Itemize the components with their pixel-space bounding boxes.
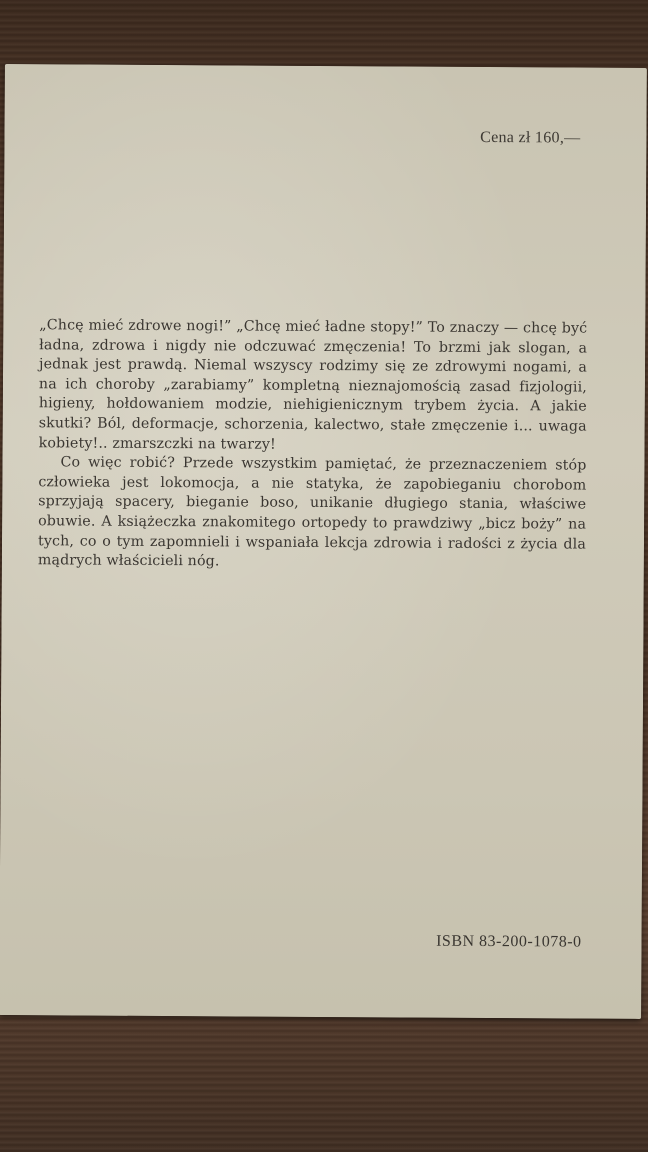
book-back-cover bbox=[0, 64, 647, 1019]
blurb-text bbox=[38, 316, 588, 574]
isbn-label: ISBN 83-200-1078-0 bbox=[436, 932, 582, 951]
price-label: Cena zł 160,— bbox=[480, 128, 581, 147]
blurb-paragraph-2: Co więc robić? Przede wszystkim pamiętać, że przeznaczeniem stóp człowieka jest lokomocja, a nie statyka, że zapobieganiu chorobom sprzyjają spacery, bieganie boso, unikanie długiego stania, właściwe obuwie. A książeczka znakomitego ortopedy to prawdziwy „bicz boży” na tych, co o tym zapomnieli i wspaniała lekcja zdrowia i radości z życia dla mądrych właścicieli nóg. bbox=[37, 454, 587, 570]
blurb-paragraph-1: „Chcę mieć zdrowe nogi!” „Chcę mieć ładne stopy!” To znaczy — chcę być ładna, zdrowa i nigdy nie odczuwać zmęczenia! To brzmi jak slogan, a jednak jest prawdą. Niemal wszyscy rodzimy się ze zdrowymi nogami, a na ich choroby „zarabiamy” kompletną nieznajomością zasad fizjologii, higieny, hołdowaniem modzie, niehigienicznym trybem życia. A jakie skutki? Ból, deformacje, schorzenia, kalectwo, stałe zmęczenie i... uwaga kobiety!.. zmarszczki na twarzy! bbox=[38, 317, 588, 453]
